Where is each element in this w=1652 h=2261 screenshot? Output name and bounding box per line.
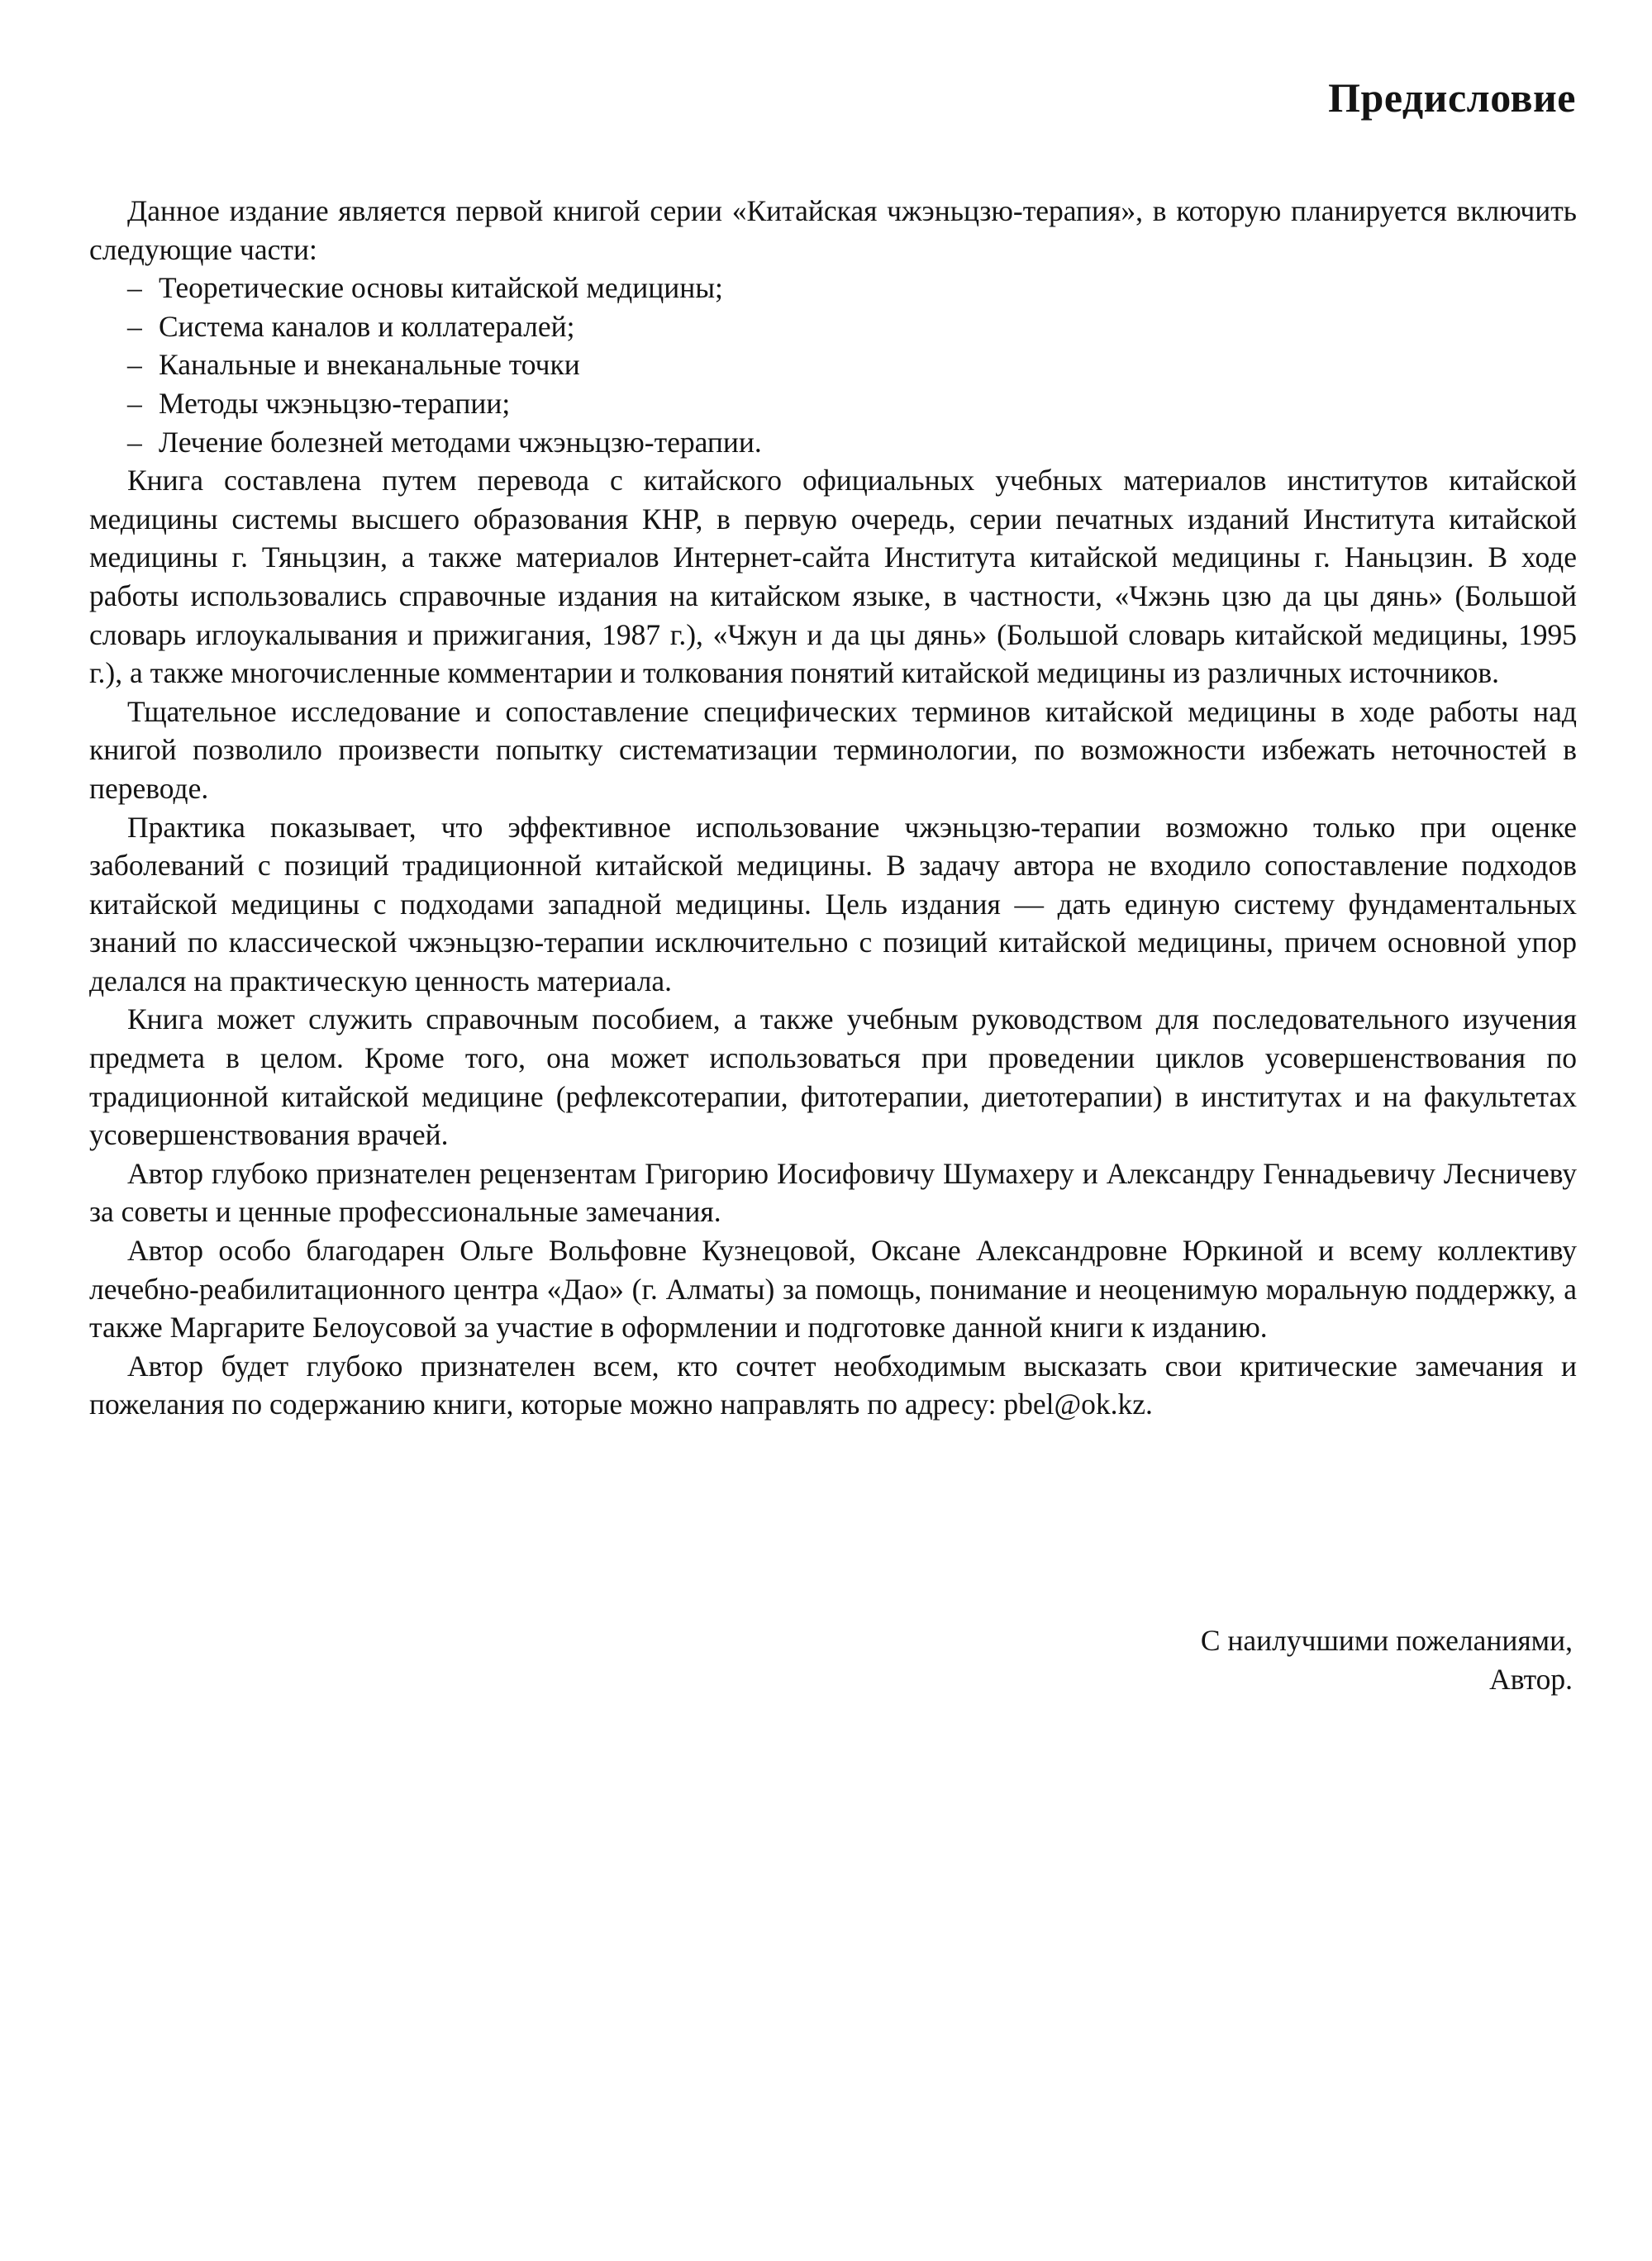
paragraph-usage: Книга может служить справочным пособием, а также учебным руководством для последовательного изучения предмета в целом. Кроме того, она может использоваться при проведении циклов усовершенствования по традиционной китайской медицине (рефлексотерапии, фитотерапии, диетотерапии) в институтах и на факультетах усовершенствования врачей. <box>89 1002 1577 1152</box>
paragraph-reviewers: Автор глубоко признателен рецензентам Григорию Иосифовичу Шумахеру и Александру Геннадьевичу Лесничеву за советы и ценные профессиональные замечания. <box>89 1156 1577 1229</box>
list-dash: – <box>127 271 142 305</box>
list-item <box>89 269 1577 307</box>
paragraph-sources: Книга составлена путем перевода с китайского официальных учебных материалов институтов китайской медицины системы высшего образования КНР, в первую очередь, серии печатных изданий Института китайской медицины г. Тяньцзин, а также материалов Интернет-сайта Института китайской медицины г. Наньцзин. В ходе работы использовались справочные издания на китайском языке, в частности, «Чжэнь цзю да цы дянь» (Большой словарь иглоукалывания и прижигания, 1987 г.), «Чжун и да цы дянь» (Большой словарь китайской медицины, 1995 г.), а также многочисленные комментарии и толкования понятий китайской медицины из различных источников. <box>89 464 1577 690</box>
paragraph-thanks: Автор особо благодарен Ольге Вольфовне Кузнецовой, Оксане Александровне Юркиной и всему коллективу лечебно-реабилитационного центра «Дао» (г. Алматы) за помощь, понимание и неоценимую моральную поддержку, а также Маргарите Белоусовой за участие в оформлении и подготовке данной книги к изданию. <box>89 1234 1577 1345</box>
list-item <box>89 384 1577 423</box>
list-item-text: Канальные и внеканальные точки <box>159 348 580 382</box>
list-item <box>89 423 1577 462</box>
page-title: Предисловие <box>1328 74 1576 121</box>
list-dash: – <box>127 425 142 459</box>
list-item-text: Лечение болезней методами чжэньцзю-терапии. <box>159 425 762 459</box>
closing-signature <box>1201 1621 1573 1698</box>
list-item <box>89 345 1577 384</box>
paragraph-practice: Практика показывает, что эффективное использование чжэньцзю-терапии возможно только при оценке заболеваний с позиций традиционной китайской медицины. В задачу автора не входило сопоставление подходов китайской медицины с подходами западной медицины. Цель издания — дать единую систему фундаментальных знаний по классической чжэньцзю-терапии исключительно с позиций китайской медицины, причем основной упор делался на практическую ценность материала. <box>89 810 1577 997</box>
list-dash: – <box>127 386 142 420</box>
preface-body <box>89 192 1577 1424</box>
list-item-text: Методы чжэньцзю-терапии; <box>159 386 511 420</box>
paragraph-feedback: Автор будет глубоко признателен всем, кто сочтет необходимым высказать свои критические замечания и пожелания по содержанию книги, которые можно направлять по адресу: pbel@ok.kz. <box>89 1349 1577 1421</box>
paragraph-terminology: Тщательное исследование и сопоставление специфических терминов китайской медицины в ходе работы над книгой позволило произвести попытку систематизации терминологии, по возможности избежать неточностей в переводе. <box>89 694 1577 805</box>
list-dash: – <box>127 348 142 382</box>
list-dash: – <box>127 309 142 343</box>
closing-line: С наилучшими пожеланиями, <box>1200 1624 1573 1657</box>
author-signature: Автор. <box>1489 1662 1573 1696</box>
list-item-text: Система каналов и коллатералей; <box>159 309 575 343</box>
list-item <box>89 307 1577 346</box>
list-item-text: Теоретические основы китайской медицины; <box>159 271 723 305</box>
parts-list <box>89 269 1577 461</box>
intro-paragraph: Данное издание является первой книгой серии «Китайская чжэньцзю-терапия», в которую планируется включить следующие части: <box>89 194 1577 266</box>
